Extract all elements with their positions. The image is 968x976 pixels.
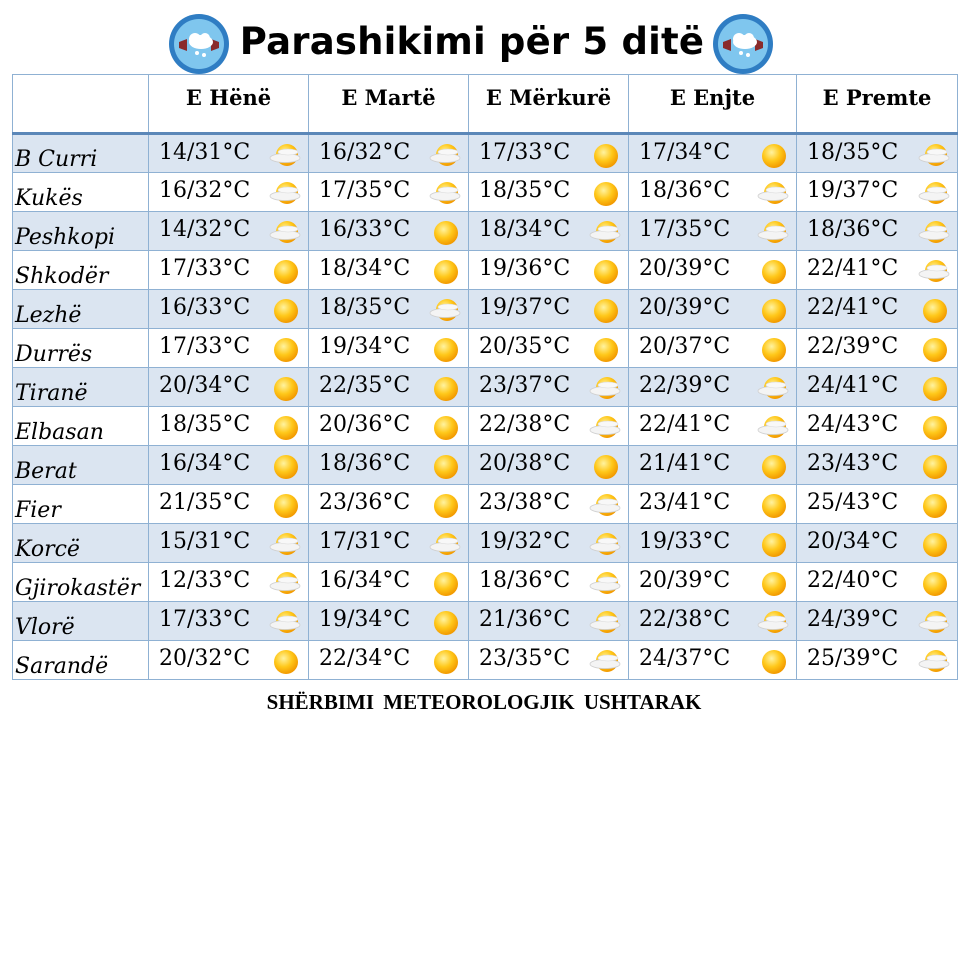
sun-cloud-icon bbox=[588, 413, 624, 443]
sun-icon bbox=[428, 218, 464, 248]
forecast-cell bbox=[469, 602, 629, 641]
sun-cloud-icon bbox=[756, 179, 792, 209]
forecast-cell bbox=[629, 407, 797, 446]
sun-cloud-icon bbox=[268, 141, 304, 171]
forecast-cell bbox=[629, 563, 797, 602]
temperature-range: 16/32°C bbox=[319, 140, 411, 165]
temperature-range: 19/36°C bbox=[479, 256, 571, 281]
sun-icon bbox=[917, 374, 953, 404]
sun-cloud-icon bbox=[756, 218, 792, 248]
temperature-range: 17/35°C bbox=[319, 178, 411, 203]
forecast-cell bbox=[797, 134, 958, 173]
temperature-range: 22/38°C bbox=[479, 412, 571, 437]
page-title: Parashikimi për 5 ditë bbox=[239, 20, 705, 63]
table-row bbox=[13, 290, 958, 329]
forecast-cell bbox=[309, 212, 469, 251]
sun-cloud-icon bbox=[268, 530, 304, 560]
sun-icon bbox=[588, 141, 624, 171]
sun-cloud-icon bbox=[588, 608, 624, 638]
sun-cloud-icon bbox=[268, 179, 304, 209]
temperature-range: 17/35°C bbox=[639, 217, 731, 242]
sun-cloud-icon bbox=[917, 257, 953, 287]
forecast-cell bbox=[629, 602, 797, 641]
sun-icon bbox=[917, 530, 953, 560]
weather-service-logo-icon bbox=[711, 12, 775, 76]
forecast-cell bbox=[469, 641, 629, 680]
temperature-range: 25/43°C bbox=[807, 490, 899, 515]
sun-cloud-icon bbox=[268, 569, 304, 599]
temperature-range: 20/39°C bbox=[639, 256, 731, 281]
temperature-range: 16/34°C bbox=[319, 568, 411, 593]
city-name: Korcë bbox=[13, 524, 149, 563]
forecast-cell bbox=[797, 524, 958, 563]
sun-icon bbox=[756, 530, 792, 560]
sun-cloud-icon bbox=[428, 296, 464, 326]
temperature-range: 20/34°C bbox=[807, 529, 899, 554]
sun-icon bbox=[756, 569, 792, 599]
temperature-range: 18/36°C bbox=[319, 451, 411, 476]
header bbox=[0, 8, 968, 74]
temperature-range: 16/32°C bbox=[159, 178, 251, 203]
temperature-range: 18/36°C bbox=[639, 178, 731, 203]
temperature-range: 20/37°C bbox=[639, 334, 731, 359]
temperature-range: 19/34°C bbox=[319, 334, 411, 359]
sun-cloud-icon bbox=[917, 141, 953, 171]
sun-cloud-icon bbox=[756, 374, 792, 404]
forecast-cell bbox=[309, 446, 469, 485]
temperature-range: 22/41°C bbox=[807, 295, 899, 320]
table-row bbox=[13, 485, 958, 524]
forecast-cell bbox=[149, 329, 309, 368]
sun-icon bbox=[428, 452, 464, 482]
forecast-cell bbox=[149, 641, 309, 680]
table-row bbox=[13, 602, 958, 641]
city-name: Vlorë bbox=[13, 602, 149, 641]
temperature-range: 18/35°C bbox=[319, 295, 411, 320]
forecast-cell bbox=[149, 446, 309, 485]
corner-cell bbox=[13, 75, 149, 134]
temperature-range: 22/38°C bbox=[639, 607, 731, 632]
temperature-range: 18/36°C bbox=[479, 568, 571, 593]
forecast-cell bbox=[629, 290, 797, 329]
temperature-range: 23/38°C bbox=[479, 490, 571, 515]
temperature-range: 17/31°C bbox=[319, 529, 411, 554]
sun-icon bbox=[588, 335, 624, 365]
sun-cloud-icon bbox=[756, 413, 792, 443]
table-row bbox=[13, 251, 958, 290]
sun-icon bbox=[268, 257, 304, 287]
sun-icon bbox=[588, 452, 624, 482]
temperature-range: 22/35°C bbox=[319, 373, 411, 398]
temperature-range: 14/32°C bbox=[159, 217, 251, 242]
forecast-cell bbox=[469, 485, 629, 524]
temperature-range: 18/35°C bbox=[807, 140, 899, 165]
temperature-range: 23/43°C bbox=[807, 451, 899, 476]
sun-icon bbox=[917, 569, 953, 599]
temperature-range: 24/43°C bbox=[807, 412, 899, 437]
temperature-range: 22/39°C bbox=[807, 334, 899, 359]
temperature-range: 17/33°C bbox=[159, 334, 251, 359]
city-name: Peshkopi bbox=[13, 212, 149, 251]
forecast-cell bbox=[309, 485, 469, 524]
sun-icon bbox=[268, 647, 304, 677]
day-header: E Hënë bbox=[149, 75, 309, 134]
temperature-range: 17/33°C bbox=[159, 256, 251, 281]
sun-icon bbox=[428, 257, 464, 287]
sun-icon bbox=[917, 491, 953, 521]
forecast-cell bbox=[797, 173, 958, 212]
footer-service-name: SHËRBIMI METEOROLOGJIK USHTARAK bbox=[266, 690, 702, 714]
forecast-cell bbox=[469, 329, 629, 368]
city-name: Gjirokastër bbox=[13, 563, 149, 602]
temperature-range: 23/36°C bbox=[319, 490, 411, 515]
table-row bbox=[13, 329, 958, 368]
temperature-range: 16/33°C bbox=[159, 295, 251, 320]
temperature-range: 17/33°C bbox=[479, 140, 571, 165]
table-row bbox=[13, 446, 958, 485]
forecast-cell bbox=[797, 368, 958, 407]
forecast-table bbox=[12, 74, 958, 680]
sun-icon bbox=[588, 296, 624, 326]
forecast-cell bbox=[797, 563, 958, 602]
table-row bbox=[13, 641, 958, 680]
forecast-cell bbox=[149, 368, 309, 407]
forecast-cell bbox=[149, 173, 309, 212]
sun-cloud-icon bbox=[428, 141, 464, 171]
forecast-cell bbox=[469, 134, 629, 173]
table-row bbox=[13, 173, 958, 212]
forecast-cell bbox=[469, 563, 629, 602]
weather-service-logo-icon bbox=[167, 12, 231, 76]
sun-icon bbox=[428, 608, 464, 638]
forecast-cell bbox=[469, 212, 629, 251]
temperature-range: 14/31°C bbox=[159, 140, 251, 165]
forecast-cell bbox=[149, 290, 309, 329]
forecast-cell bbox=[309, 368, 469, 407]
forecast-cell bbox=[309, 251, 469, 290]
sun-icon bbox=[756, 141, 792, 171]
sun-cloud-icon bbox=[917, 179, 953, 209]
forecast-cell bbox=[797, 602, 958, 641]
sun-icon bbox=[756, 491, 792, 521]
sun-icon bbox=[917, 413, 953, 443]
sun-icon bbox=[428, 413, 464, 443]
temperature-range: 22/41°C bbox=[639, 412, 731, 437]
temperature-range: 21/36°C bbox=[479, 607, 571, 632]
forecast-cell bbox=[797, 251, 958, 290]
forecast-cell bbox=[629, 212, 797, 251]
sun-icon bbox=[588, 179, 624, 209]
sun-cloud-icon bbox=[756, 608, 792, 638]
sun-cloud-icon bbox=[588, 491, 624, 521]
temperature-range: 18/35°C bbox=[479, 178, 571, 203]
sun-icon bbox=[588, 257, 624, 287]
table-row bbox=[13, 212, 958, 251]
header-row bbox=[13, 75, 958, 134]
forecast-cell bbox=[309, 329, 469, 368]
forecast-cell bbox=[629, 641, 797, 680]
city-name: B Curri bbox=[13, 134, 149, 173]
sun-icon bbox=[428, 647, 464, 677]
forecast-cell bbox=[149, 602, 309, 641]
table-row bbox=[13, 407, 958, 446]
sun-cloud-icon bbox=[428, 530, 464, 560]
sun-cloud-icon bbox=[268, 608, 304, 638]
forecast-cell bbox=[309, 173, 469, 212]
sun-icon bbox=[756, 335, 792, 365]
temperature-range: 20/38°C bbox=[479, 451, 571, 476]
table-row bbox=[13, 563, 958, 602]
forecast-cell bbox=[629, 329, 797, 368]
forecast-cell bbox=[797, 290, 958, 329]
sun-icon bbox=[917, 296, 953, 326]
temperature-range: 22/34°C bbox=[319, 646, 411, 671]
sun-cloud-icon bbox=[428, 179, 464, 209]
city-name: Tiranë bbox=[13, 368, 149, 407]
city-name: Berat bbox=[13, 446, 149, 485]
temperature-range: 18/34°C bbox=[479, 217, 571, 242]
sun-icon bbox=[428, 335, 464, 365]
temperature-range: 24/41°C bbox=[807, 373, 899, 398]
forecast-cell bbox=[629, 368, 797, 407]
forecast-cell bbox=[629, 251, 797, 290]
sun-icon bbox=[268, 374, 304, 404]
sun-icon bbox=[917, 452, 953, 482]
forecast-cell bbox=[469, 173, 629, 212]
sun-icon bbox=[756, 647, 792, 677]
forecast-cell bbox=[469, 290, 629, 329]
forecast-cell bbox=[629, 173, 797, 212]
forecast-cell bbox=[629, 446, 797, 485]
temperature-range: 19/37°C bbox=[807, 178, 899, 203]
forecast-cell bbox=[797, 212, 958, 251]
temperature-range: 23/37°C bbox=[479, 373, 571, 398]
sun-cloud-icon bbox=[588, 374, 624, 404]
day-header: E Premte bbox=[797, 75, 958, 134]
forecast-cell bbox=[149, 524, 309, 563]
temperature-range: 20/39°C bbox=[639, 568, 731, 593]
temperature-range: 22/39°C bbox=[639, 373, 731, 398]
sun-cloud-icon bbox=[268, 218, 304, 248]
city-name: Elbasan bbox=[13, 407, 149, 446]
temperature-range: 20/36°C bbox=[319, 412, 411, 437]
temperature-range: 21/35°C bbox=[159, 490, 251, 515]
temperature-range: 20/39°C bbox=[639, 295, 731, 320]
forecast-cell bbox=[469, 407, 629, 446]
temperature-range: 18/34°C bbox=[319, 256, 411, 281]
forecast-cell bbox=[149, 563, 309, 602]
sun-icon bbox=[268, 296, 304, 326]
temperature-range: 18/36°C bbox=[807, 217, 899, 242]
temperature-range: 15/31°C bbox=[159, 529, 251, 554]
city-name: Lezhë bbox=[13, 290, 149, 329]
temperature-range: 19/37°C bbox=[479, 295, 571, 320]
forecast-cell bbox=[797, 485, 958, 524]
temperature-range: 16/33°C bbox=[319, 217, 411, 242]
forecast-cell bbox=[629, 485, 797, 524]
sun-cloud-icon bbox=[917, 647, 953, 677]
forecast-cell bbox=[149, 251, 309, 290]
day-header: E Enjte bbox=[629, 75, 797, 134]
temperature-range: 25/39°C bbox=[807, 646, 899, 671]
temperature-range: 20/35°C bbox=[479, 334, 571, 359]
sun-icon bbox=[268, 413, 304, 443]
table-row bbox=[13, 134, 958, 173]
forecast-cell bbox=[629, 524, 797, 563]
sun-icon bbox=[428, 374, 464, 404]
sun-cloud-icon bbox=[917, 218, 953, 248]
forecast-cell bbox=[309, 290, 469, 329]
sun-icon bbox=[268, 491, 304, 521]
forecast-cell bbox=[149, 407, 309, 446]
temperature-range: 19/33°C bbox=[639, 529, 731, 554]
forecast-cell bbox=[309, 524, 469, 563]
sun-cloud-icon bbox=[588, 218, 624, 248]
sun-cloud-icon bbox=[917, 608, 953, 638]
temperature-range: 18/35°C bbox=[159, 412, 251, 437]
sun-cloud-icon bbox=[588, 530, 624, 560]
forecast-cell bbox=[309, 134, 469, 173]
forecast-cell bbox=[149, 134, 309, 173]
temperature-range: 16/34°C bbox=[159, 451, 251, 476]
table-row bbox=[13, 524, 958, 563]
sun-icon bbox=[268, 335, 304, 365]
city-name: Kukës bbox=[13, 173, 149, 212]
temperature-range: 23/41°C bbox=[639, 490, 731, 515]
temperature-range: 12/33°C bbox=[159, 568, 251, 593]
sun-icon bbox=[428, 491, 464, 521]
temperature-range: 23/35°C bbox=[479, 646, 571, 671]
forecast-cell bbox=[309, 602, 469, 641]
city-name: Sarandë bbox=[13, 641, 149, 680]
temperature-range: 17/33°C bbox=[159, 607, 251, 632]
forecast-cell bbox=[469, 251, 629, 290]
sun-cloud-icon bbox=[588, 569, 624, 599]
sun-icon bbox=[268, 452, 304, 482]
temperature-range: 20/32°C bbox=[159, 646, 251, 671]
city-name: Shkodër bbox=[13, 251, 149, 290]
forecast-cell bbox=[469, 524, 629, 563]
temperature-range: 24/39°C bbox=[807, 607, 899, 632]
sun-icon bbox=[756, 452, 792, 482]
temperature-range: 19/32°C bbox=[479, 529, 571, 554]
sun-icon bbox=[756, 296, 792, 326]
temperature-range: 17/34°C bbox=[639, 140, 731, 165]
forecast-cell bbox=[797, 329, 958, 368]
temperature-range: 22/40°C bbox=[807, 568, 899, 593]
forecast-cell bbox=[629, 134, 797, 173]
forecast-cell bbox=[309, 641, 469, 680]
sun-icon bbox=[917, 335, 953, 365]
forecast-cell bbox=[797, 446, 958, 485]
city-name: Durrës bbox=[13, 329, 149, 368]
table-row bbox=[13, 368, 958, 407]
temperature-range: 22/41°C bbox=[807, 256, 899, 281]
temperature-range: 21/41°C bbox=[639, 451, 731, 476]
temperature-range: 24/37°C bbox=[639, 646, 731, 671]
temperature-range: 20/34°C bbox=[159, 373, 251, 398]
forecast-cell bbox=[149, 212, 309, 251]
forecast-cell bbox=[797, 407, 958, 446]
city-name: Fier bbox=[13, 485, 149, 524]
day-header: E Mërkurë bbox=[469, 75, 629, 134]
forecast-cell bbox=[797, 641, 958, 680]
day-header: E Martë bbox=[309, 75, 469, 134]
forecast-cell bbox=[149, 485, 309, 524]
temperature-range: 19/34°C bbox=[319, 607, 411, 632]
forecast-cell bbox=[309, 563, 469, 602]
sun-cloud-icon bbox=[588, 647, 624, 677]
sun-icon bbox=[756, 257, 792, 287]
sun-icon bbox=[428, 569, 464, 599]
forecast-cell bbox=[469, 446, 629, 485]
forecast-cell bbox=[309, 407, 469, 446]
forecast-cell bbox=[469, 368, 629, 407]
